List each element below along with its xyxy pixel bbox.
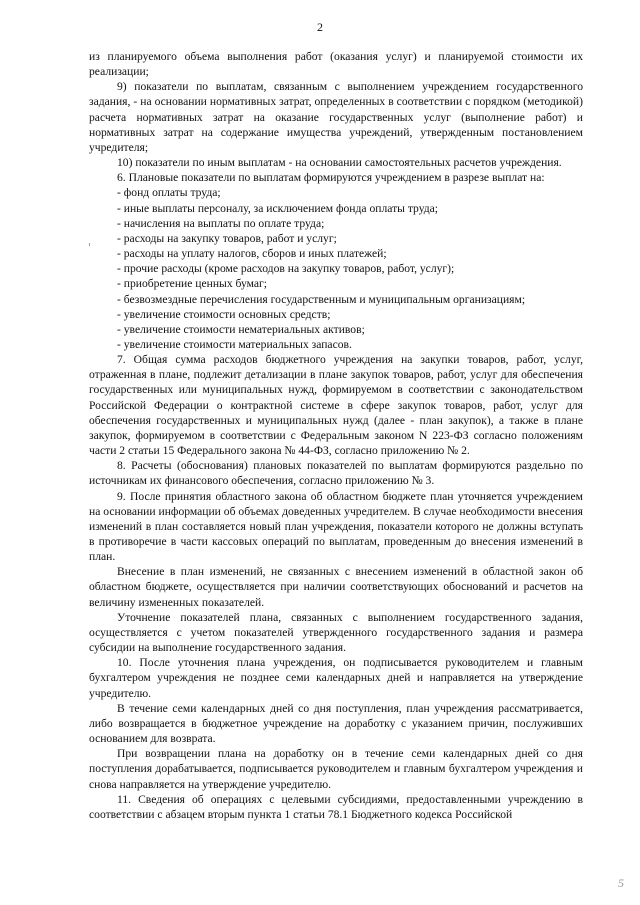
list-item: - прочие расходы (кроме расходов на закупку товаров, работ, услуг);	[117, 262, 455, 276]
paragraph: 7. Общая сумма расходов бюджетного учреждения на закупки товаров, работ, услуг, отраженная в плане, подлежит детализации в плане закупок товаров, работ, услуг для обеспечения государственных или муниципальных нужд, формируемом в соответствии с законодательством Российской Федерации о контрактной системе в сфере закупок товаров, работ, услуг для обеспечения государственных и муниципальных нужд (далее - план закупок), а также в плане закупок, формируемом в соответствии с Федеральным законом N 223-ФЗ согласно положениям части 2 статьи 15 Федерального закона № 44-ФЗ, согласно приложению № 2.	[89, 353, 583, 458]
document-body	[89, 49, 583, 822]
list-item: - увеличение стоимости материальных запасов.	[117, 337, 352, 351]
list-item: - иные выплаты персоналу, за исключением фонда оплаты труда;	[117, 201, 439, 215]
list-item: - расходы на закупку товаров, работ и услуг;	[117, 231, 337, 245]
list-item: - увеличение стоимости нематериальных активов;	[117, 322, 365, 336]
paragraph: 9. После принятия областного закона об областном бюджете план уточняется учреждением на основании информации об объемах доведенных учредителем. В случае необходимости внесения изменений в план составляется новый план учреждения, показатели которого не должны вступать в противоречие в части кассовых операций по выплатам, проведенным до внесения изменений в план.	[89, 489, 583, 564]
margin-mark	[89, 243, 90, 246]
list-item: - приобретение ценных бумаг;	[117, 277, 267, 291]
page-number: 2	[317, 20, 323, 34]
list-item: - увеличение стоимости основных средств;	[117, 307, 331, 321]
list-item: - расходы на уплату налогов, сборов и иных платежей;	[117, 247, 387, 261]
handwritten-page-mark: 5	[618, 876, 624, 890]
paragraph: Внесение в план изменений, не связанных с внесением изменений в областной закон об областном бюджете, осуществляется при наличии соответствующих обоснований и расчетов на величину измененных показателей.	[89, 565, 583, 609]
list-item: - фонд оплаты труда;	[117, 186, 221, 200]
paragraph: 10) показатели по иным выплатам - на основании самостоятельных расчетов учреждения.	[117, 156, 562, 170]
list-item: - начисления на выплаты по оплате труда;	[117, 216, 325, 230]
paragraph: При возвращении плана на доработку он в течение семи календарных дней со дня поступления дорабатывается, подписывается руководителем и главным бухгалтером учреждения и снова направляется на утверждение учредителю.	[89, 747, 583, 791]
paragraph: из планируемого объема выполнения работ (оказания услуг) и планируемой стоимости их реализации;	[89, 50, 583, 79]
list-item: - безвозмездные перечисления государственным и муниципальным организациям;	[117, 292, 526, 306]
paragraph: 9) показатели по выплатам, связанным с выполнением учреждением государственного задания, - на основании нормативных затрат, определенных в соответствии с порядком (методикой) расчета нормативных затрат на оказание государственных услуг (выполнение работ) и нормативных затрат на содержание имущества учреждений, утвержденным постановлением учредителя;	[89, 80, 583, 154]
paragraph: 11. Сведения об операциях с целевыми субсидиями, предоставленными учреждению в соответствии с абзацем вторым пункта 1 статьи 78.1 Бюджетного кодекса Российской	[89, 792, 583, 821]
paragraph: 10. После уточнения плана учреждения, он подписывается руководителем и главным бухгалтером учреждения не позднее семи календарных дней и направляется на утверждение учредителю.	[89, 656, 583, 700]
paragraph: Уточнение показателей плана, связанных с выполнением государственного задания, осуществляется с учетом показателей утвержденного государственного задания и размера субсидии на выполнение государственного задания.	[89, 610, 583, 655]
paragraph: 8. Расчеты (обоснования) плановых показателей по выплатам формируются раздельно по источникам их финансового обеспечения, согласно приложению № 3.	[89, 459, 583, 488]
paragraph: В течение семи календарных дней со дня поступления, план учреждения рассматривается, либо возвращается в бюджетное учреждение на доработку с указанием причин, послуживших основанием для возврата.	[89, 701, 583, 746]
paragraph: 6. Плановые показатели по выплатам формируются учреждением в разрезе выплат на:	[117, 171, 545, 185]
